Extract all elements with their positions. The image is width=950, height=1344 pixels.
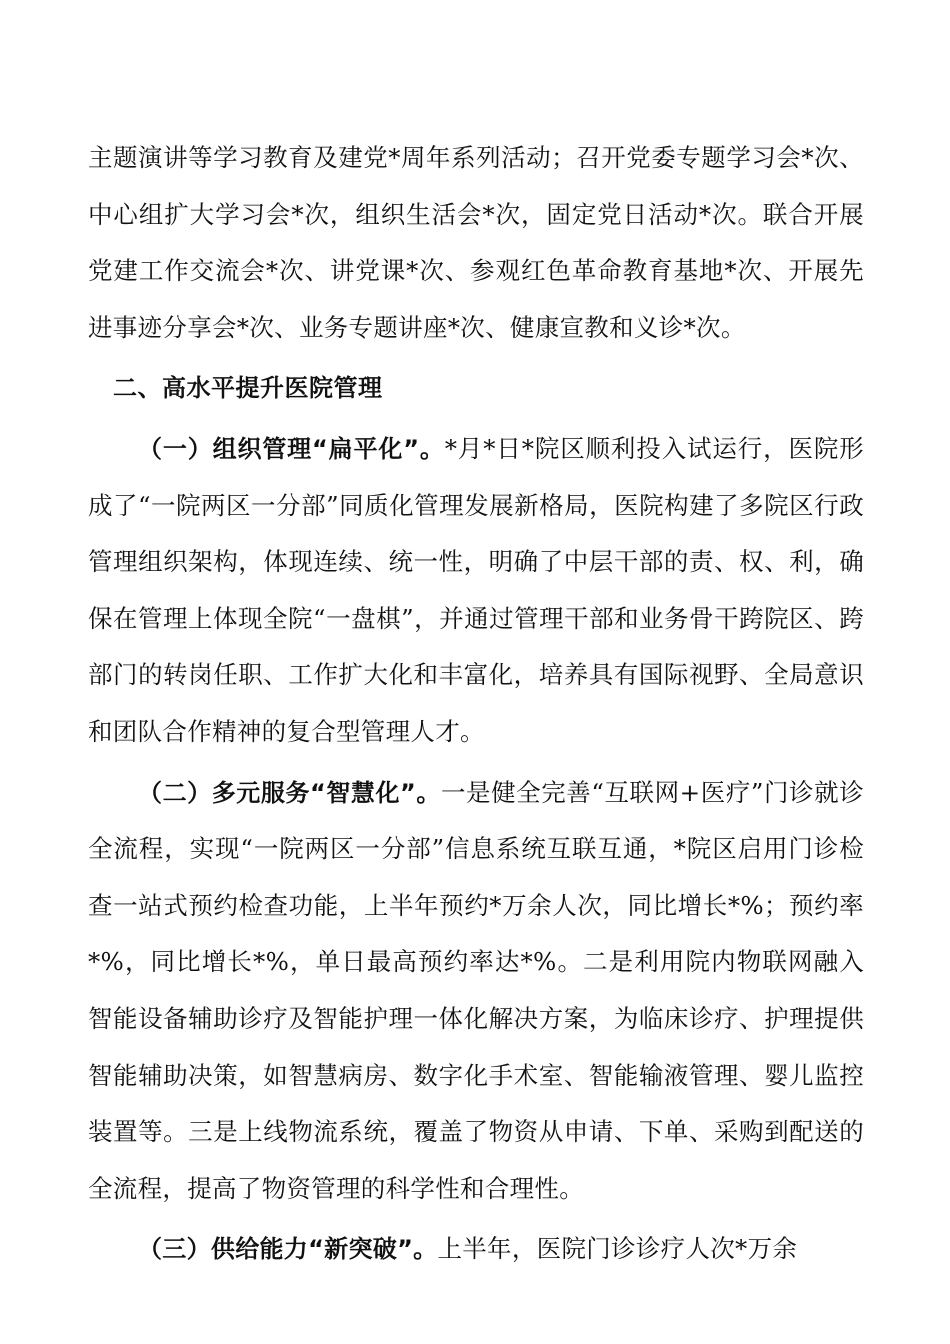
section-heading-hospital-management: 二、高水平提升医院管理 — [113, 374, 383, 403]
document-page — [88, 130, 864, 1278]
paragraph-body-smart-services: 一是健全完善“互联网+医疗”门诊就诊全流程，实现“一院两区一分部”信息系统互联互通，*院区启用门诊检查一站式预约检查功能，上半年预约*万余人次，同比增长*%；预约率*%，同比增长*%，单日最高预约率达*%。二是利用院内物联网融入智能设备辅助诊疗及智能护理一体化解决方案，为临床诊疗、护理提供智能辅助决策，如智慧病房、数字化手术室、智能输液管理、婴儿监控装置等。三是上线物流系统，覆盖了物资从申请、下单、采购到配送的全流程，提高了物资管理的科学性和合理性。 — [88, 777, 864, 1203]
paragraph-party-activities: 主题演讲等学习教育及建党*周年系列活动；召开党委专题学习会*次、中心组扩大学习会*次，组织生活会*次，固定党日活动*次。联合开展党建工作交流会*次、讲党课*次、参观红色革命教育基地*次、开展先进事迹分享会*次、业务专题讲座*次、健康宣教和义诊*次。 — [88, 143, 864, 342]
paragraph-smart-services — [88, 765, 864, 1218]
subsection-lead-supply-capacity: （三）供给能力“新突破”。 — [138, 1235, 438, 1264]
paragraph-body-supply-capacity: 上半年，医院门诊诊疗人次*万余 — [437, 1234, 798, 1264]
subsection-lead-smart-services: （二）多元服务“智慧化”。 — [138, 778, 441, 807]
paragraph-body-organization: *月*日*院区顺利投入试运行，医院形成了“一院两区一分部”同质化管理发展新格局，医院构建了多院区行政管理组织架构，体现连续、统一性，明确了中层干部的责、权、利，确保在管理上体现全院“一盘棋”，并通过管理干部和业务骨干跨院区、跨部门的转岗任职、工作扩大化和丰富化，培养具有国际视野、全局意识和团队合作精神的复合型管理人才。 — [88, 433, 864, 746]
paragraph-organization-management — [88, 421, 864, 761]
paragraph-supply-capacity — [88, 1221, 864, 1278]
subsection-lead-organization: （一）组织管理“扁平化”。 — [138, 434, 445, 463]
